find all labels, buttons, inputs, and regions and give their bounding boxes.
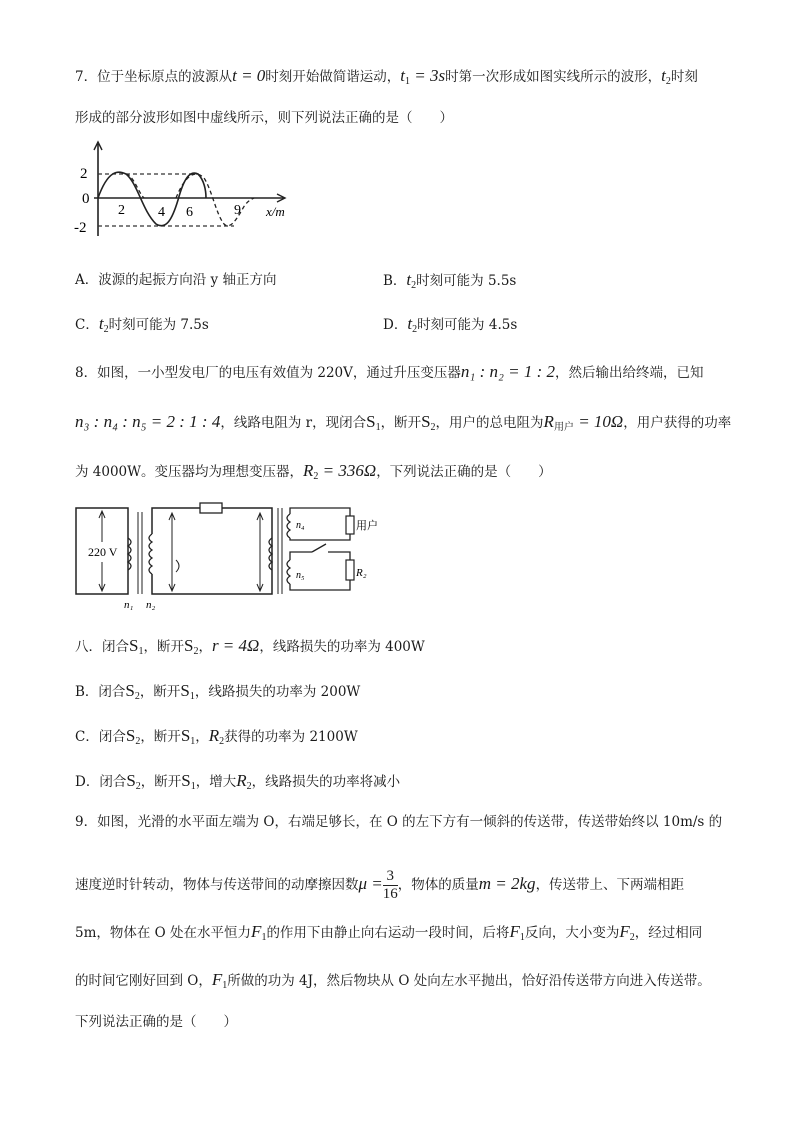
- q9-mu-fraction: $\frac{3}{16}$: [382, 868, 398, 902]
- q9-stem-line3: 5m，物体在 O 处在水平恒力$F_1$的作用下由静止向右运动一段时间，后将$F_1$反向，大小变为$F_2$，经过相同: [75, 922, 703, 943]
- x-tick: 9: [234, 203, 241, 218]
- q9-stem-line1: 9．如图，光滑的水平面左端为 O，右端足够长，在 O 的左下方有一倾斜的传送带，传送带始终以 10m/s 的: [75, 814, 723, 830]
- q7-option-c[interactable]: C．$t_2$时刻可能为 7.5s: [75, 314, 209, 335]
- q8-option-a[interactable]: 八．闭合$S_1$，断开$S_2$，r = 4Ω，线路损失的功率为 400W: [75, 636, 425, 657]
- q7-eq-t0: t = 0: [232, 66, 266, 85]
- x-axis-label: x/m: [266, 204, 285, 219]
- q8-option-c[interactable]: C．闭合$S_2$，断开$S_1$，$R_2$获得的功率为 2100W: [75, 726, 358, 747]
- q7-stem-line1: [75, 66, 698, 92]
- n5-label: n₅: [296, 570, 305, 581]
- q9-eq-m: m = 2kg: [478, 874, 536, 893]
- q7-option-a[interactable]: A．波源的起振方向沿 y 轴正方向: [75, 272, 277, 288]
- q8-option-d[interactable]: D．闭合$S_2$，断开$S_1$，增大$R_2$，线路损失的功率将减小: [75, 771, 401, 792]
- q8-option-b[interactable]: B．闭合$S_2$，断开$S_1$，线路损失的功率为 200W: [75, 681, 361, 702]
- y-tick: -2: [74, 220, 87, 236]
- q7-text: 时第一次形成如图实线所示的波形，: [445, 69, 662, 85]
- n2-label: n₂: [146, 599, 156, 611]
- q7-text: 7．位于坐标原点的波源从: [75, 69, 233, 85]
- x-tick: 6: [186, 205, 193, 220]
- q7-eq-t1: $t_1 = 3s$: [400, 66, 446, 87]
- q8-eq-n345: n₃ : n₄ : n₅ = 2 : 1 : 4: [75, 412, 221, 431]
- voltage-label: 220 V: [88, 545, 118, 559]
- q8-stem-line1: 8．如图，一小型发电厂的电压有效值为 220V，通过升压变压器n₁ : n₂ = 1 : 2，然后输出给终端，已知: [75, 362, 704, 381]
- q9-stem-line2: 速度逆时针转动，物体与传送带间的动摩擦因数μ = $\frac{3}{16}$ ，物体的质量m = 2kg，传送带上、下两端相距: [75, 868, 685, 902]
- q8-eq-n12: n₁ : n₂ = 1 : 2: [460, 362, 556, 381]
- y-tick: 2: [80, 166, 88, 182]
- q9-stem-line5: 下列说法正确的是（ ）: [75, 1014, 237, 1030]
- n1-label: n₁: [124, 599, 134, 611]
- q7-wave-graph: [74, 140, 299, 240]
- n4-label: n₄: [296, 520, 305, 531]
- q7-option-b[interactable]: B．$t_2$时刻可能为 5.5s: [383, 270, 517, 291]
- q8-circuit-diagram: [72, 498, 378, 613]
- q7-text: 时刻开始做简谐运动，: [265, 69, 401, 85]
- x-tick: 4: [158, 205, 165, 220]
- q9-mu: μ =: [358, 874, 383, 893]
- user-label: 用户: [356, 520, 378, 532]
- q7-option-d[interactable]: D．$t_2$时刻可能为 4.5s: [383, 314, 518, 335]
- q8-stem-line2: n₃ : n₄ : n₅ = 2 : 1 : 4，线路电阻为 r，现闭合$S_1$，断开$S_2$，用户的总电阻为$R_{用户} = 10\Omega$，用户获得的功率: [75, 412, 732, 433]
- q8-stem-line3: 为 4000W。变压器均为理想变压器，$R_2 = 336\Omega$，下列说法正确的是（ ）: [75, 461, 552, 482]
- y-tick: 0: [82, 191, 90, 207]
- q7-eq-t2: $t_2$: [661, 66, 671, 87]
- q7-stem-line2: 形成的部分波形如图中虚线所示，则下列说法正确的是（ ）: [75, 110, 453, 126]
- q9-stem-line4: 的时间它刚好回到 O，$F_1$所做的功为 4J，然后物块从 O 处向左水平抛出，恰好沿传送带方向进入传送带。: [75, 970, 711, 991]
- q7-text: 时刻: [670, 69, 698, 85]
- r2-label: R₂: [356, 567, 367, 579]
- x-tick: 2: [118, 203, 125, 218]
